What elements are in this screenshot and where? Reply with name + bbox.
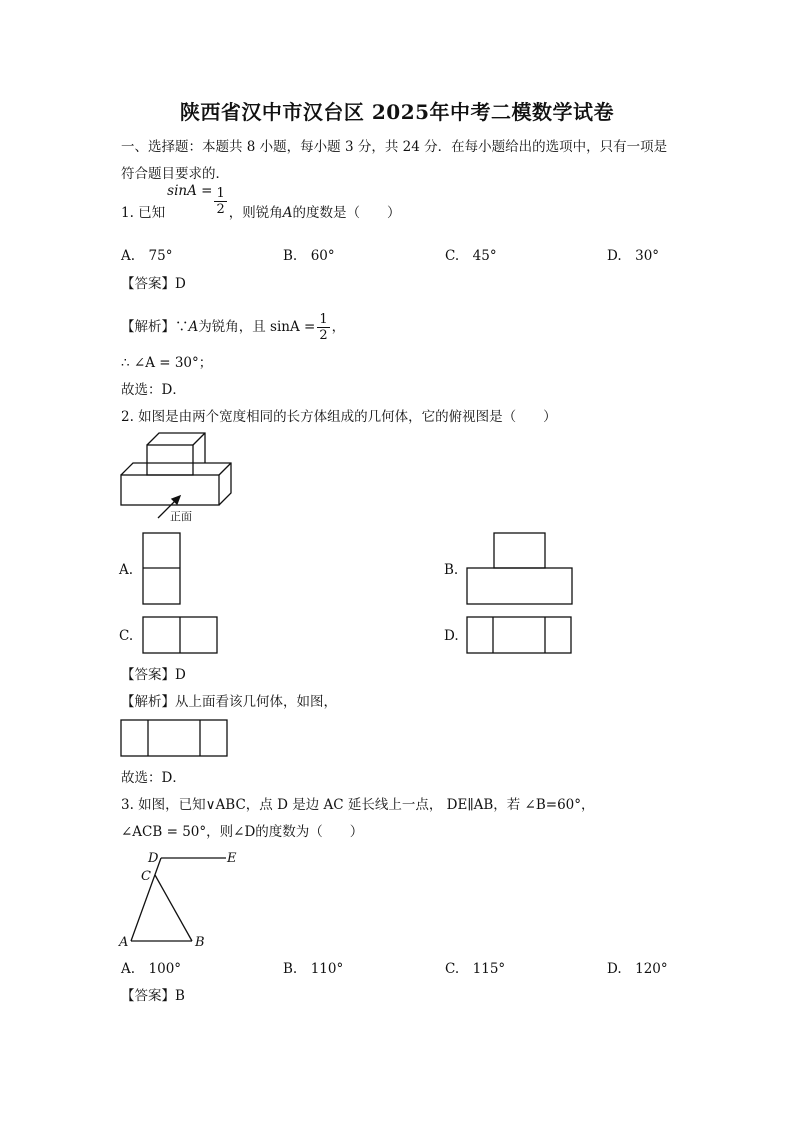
q1-analysis-frac-den: 2 [319, 328, 328, 343]
q3-option-d: D. 120° [607, 961, 668, 977]
q1-stem-end: 的度数是（ ） [292, 205, 401, 221]
q3-label-d: D [148, 851, 159, 866]
question-2-stem: 2. 如图是由两个宽度相同的长方体组成的几何体，它的俯视图是（ ） [121, 409, 557, 425]
q2-bottom-edge [219, 463, 231, 475]
q1-frac-num: 1 [216, 186, 225, 201]
q3-label-b: B [195, 935, 205, 950]
q2-analysis: 【解析】从上面看该几何体，如图， [121, 694, 337, 710]
q1-analysis-mid: 为锐角，且 sinA = [198, 319, 316, 335]
q1-option-b: B. 60° [283, 248, 335, 264]
q2-option-b-top [494, 533, 545, 568]
question-3-stem-line1: 3. 如图，已知∨ABC，点 D 是边 AC 延长线上一点， DE∥AB，若 ∠B=60°， [121, 797, 595, 813]
q3-segment-bc [155, 875, 192, 941]
q1-option-d: D. 30° [607, 248, 660, 264]
q3-option-a: A. 100° [121, 961, 182, 977]
q1-stem-number: 1. 已知 [121, 205, 166, 221]
q1-analysis-var: A [188, 319, 199, 335]
q2-top-front-face [147, 445, 193, 475]
q3-option-c: C. 115° [445, 961, 506, 977]
q1-analysis-end: ， [331, 319, 346, 335]
q2-analysis-figure [121, 720, 227, 756]
q1-step: ∴ ∠A = 30°； [121, 355, 213, 371]
q3-answer: 【答案】B [121, 988, 185, 1004]
q2-option-a-label: A. [119, 562, 134, 578]
q2-option-b-bottom [467, 568, 572, 604]
q2-option-b-label: B. [444, 562, 459, 578]
q3-option-b: B. 110° [283, 961, 344, 977]
q3-label-c: C [141, 869, 151, 884]
q2-bottom-front-face [121, 475, 219, 505]
q1-option-a: A. 75° [121, 248, 173, 264]
q3-label-e: E [227, 851, 237, 866]
question-3-stem-line2: ∠ACB = 50°，则∠D的度数为（ ） [121, 824, 364, 840]
q3-label-a: A [119, 935, 129, 950]
q2-top-top-side [147, 433, 205, 463]
q1-frac-den: 2 [216, 202, 225, 217]
page-title: 陕西省汉中市汉台区 2025年中考二模数学试卷 [179, 100, 615, 124]
q1-option-c: C. 45° [445, 248, 497, 264]
q1-var: A [282, 205, 293, 221]
q2-answer: 【答案】D [121, 667, 186, 683]
section-header-line2: 符合题目要求的． [121, 166, 229, 182]
q2-top-edge [193, 433, 205, 445]
q2-choose: 故选：D． [121, 770, 186, 786]
section-header-line1: 一、选择题：本题共 8 小题，每小题 3 分，共 24 分．在每小题给出的选项中，只有一项是 [121, 139, 668, 155]
q2-option-d-figure [467, 617, 571, 653]
q1-analysis-prefix: 【解析】∵ [121, 319, 189, 335]
q2-option-d-label: D. [444, 628, 459, 644]
q2-front-label: 正面 [170, 510, 192, 523]
q1-choose: 故选：D． [121, 382, 186, 398]
q1-answer: 【答案】D [121, 276, 186, 292]
q1-stem-rest: ，则锐角 [228, 205, 283, 221]
q2-option-c-label: C. [119, 628, 134, 644]
q1-sin-expression: sinA = [167, 183, 213, 199]
q1-analysis-frac-num: 1 [319, 312, 328, 327]
